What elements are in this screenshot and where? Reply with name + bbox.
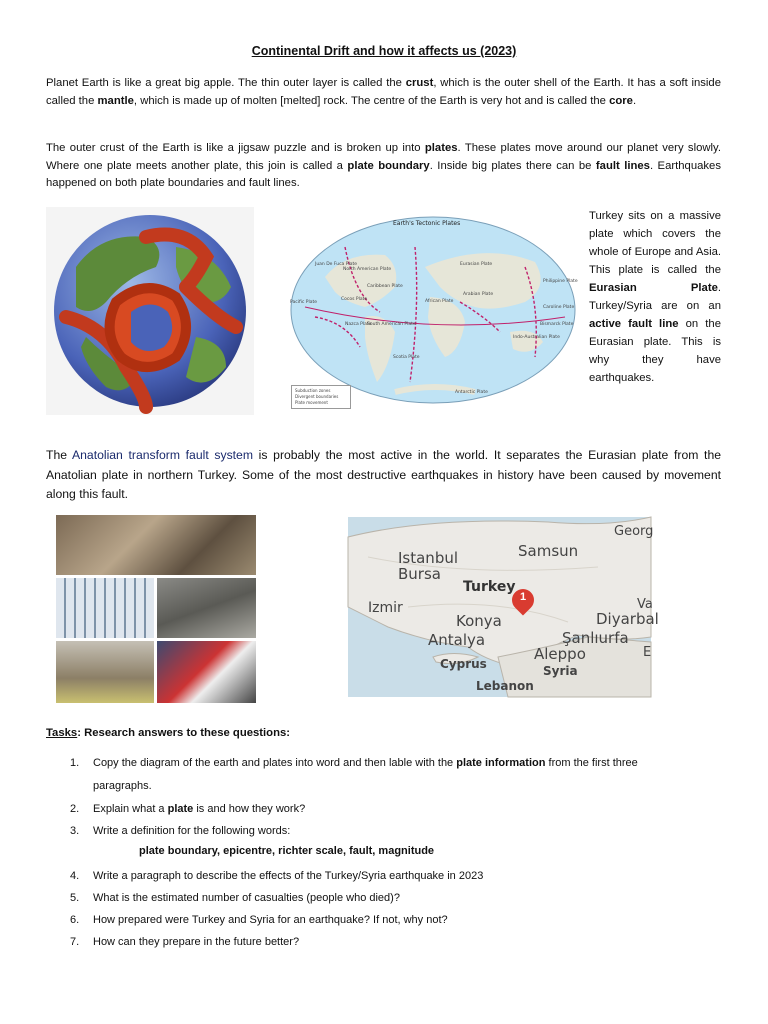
task-number: 1. [70,757,80,769]
label-antarctic: Antarctic Plate [455,390,488,395]
label-e: E [643,645,652,660]
label-caribbean: Caribbean Plate [367,284,403,289]
label-juan-de-fuca: Juan De Fuca Plate [315,262,357,267]
label-diyarbakir: Diyarbal [596,610,659,628]
task-text: paragraphs. [93,780,152,792]
side-text-a: Turkey sits on a massive plate which covers the whole of Europe and Asia. This plate is called the [589,210,721,276]
label-philippine: Philippine Plate [543,279,578,284]
tasks-heading-label: Tasks [46,727,78,739]
side-text-e: on the Eurasian plate. This is why they have earthquakes. [589,318,721,384]
label-nazca: Nazca Plate [345,322,372,327]
task-text: What is the estimated number of casualties (people who died)? [93,892,400,904]
task-number: 4. [70,870,80,882]
paragraph-anatolian [46,446,721,505]
side-text-c: . Turkey/Syria are on an [589,282,721,312]
label-aleppo: Aleppo [534,645,586,663]
tectonic-plates-map [285,207,581,409]
paragraph-crust [46,75,721,110]
label-sanliurfa: Şanlıurfa [562,629,629,647]
p1-text-e: , which is made up of molten [melted] rock. The centre of the Earth is very hot and is called the [133,94,610,107]
paragraph-plates [46,140,721,193]
task-1 [70,752,720,775]
label-bursa: Bursa [398,565,441,583]
legend-subduction: Subduction zones [295,388,331,393]
task-number: 3. [70,825,80,837]
term-plate-boundary: plate boundary [347,159,430,172]
document-title: Continental Drift and how it affects us (2023) [251,44,517,58]
task-text: Copy the diagram of the earth and plates into word and then lable with the [93,757,457,769]
label-bismarck: Bismarck Plate [540,322,574,327]
p2-text-g: . Earthquakes happened on both plate boundaries and fault lines. [46,159,721,189]
turkey-map [348,517,659,697]
task-text: How can they prepare in the future better? [93,936,300,948]
task-4 [70,865,720,888]
label-pacific: Pacific Plate [290,300,317,305]
label-cyprus: Cyprus [440,657,487,671]
label-van: Va [637,597,653,612]
label-syria: Syria [543,664,578,678]
task-text: Write a paragraph to describe the effects of the Turkey/Syria earthquake in 2023 [93,870,484,882]
task-5 [70,887,720,910]
label-antalya: Antalya [428,631,486,649]
earthquake-photo-collage [56,515,256,703]
definition-words: plate boundary, epicentre, richter scale, fault, magnitude [139,845,435,857]
task-number: 7. [70,936,80,948]
label-izmir: Izmir [368,600,403,616]
task-bold: plate information [456,757,546,769]
term-anatolian-fault: Anatolian transform fault system [72,448,253,462]
label-lebanon: Lebanon [476,679,534,693]
p3-text-a: The [46,448,73,462]
task-text-end: is and how they work? [193,803,306,815]
legend-divergent: Divergent boundaries [295,394,339,399]
label-south-american: South American Plate [367,322,416,327]
task-text-end: from the first three [545,757,638,769]
term-mantle: mantle [97,94,134,107]
p1-text-g: . [632,94,637,107]
task-text: How prepared were Turkey and Syria for an earthquake? If not, why not? [93,914,448,926]
term-active-fault-line: active fault line [589,318,679,330]
rubble-photo [157,578,256,638]
rescue-workers-photo [56,641,154,703]
task-6 [70,909,720,932]
p2-text-a: The outer crust of the Earth is like a jigsaw puzzle and is broken up into [46,142,425,154]
label-eurasian: Eurasian Plate [460,262,493,267]
p2-text-c: . These plates move around our planet very slowly. Where one plate meets another plate, this join is called a [46,142,721,172]
label-caroline: Caroline Plate [543,305,575,310]
label-cocos: Cocos Plate [341,297,368,302]
task-bold: plate [167,803,194,815]
label-konya: Konya [456,612,502,630]
task-2 [70,798,720,821]
legend-movement: Plate movement [295,400,328,405]
term-fault-lines: fault lines [595,159,650,172]
label-samsun: Samsun [518,542,579,560]
task-3 [70,820,720,843]
plates-map-title: Earth's Tectonic Plates [393,220,461,227]
rescue-team-photo [157,641,256,703]
task-number: 5. [70,892,80,904]
label-indo-australian: Indo-Australian Plate [513,335,560,340]
label-north-american: North American Plate [343,267,392,272]
task-7 [70,931,720,954]
earth-layers-image [46,207,254,415]
p2-text-e: . Inside big plates there can be [429,159,596,172]
task-1-continued [70,775,720,798]
task-number: 6. [70,914,80,926]
term-crust: crust [405,77,434,89]
epicentre-pin-number: 1 [519,591,527,603]
task-text: Explain what a [93,803,168,815]
collapsed-buildings-photo [56,515,256,575]
term-eurasian-plate: Eurasian Plate [589,282,718,294]
p1-text-c: , which is the outer shell of the Earth. It has a soft inside called the [46,77,721,107]
task-number: 2. [70,803,80,815]
label-african: African Plate [425,299,454,304]
label-istanbul: Istanbul [398,549,459,567]
label-georgia: Georg [614,524,654,539]
label-arabian: Arabian Plate [463,292,494,297]
term-plates: plates [424,142,458,154]
p3-text-c: is probably the most active in the world. It separates the Eurasian plate from the Anatolian plate in northern Turkey. Some of the most destructive earthquakes in history have been caused by movement along this fault. [46,448,721,501]
term-core: core [609,94,633,107]
task-text: Write a definition for the following words: [93,825,291,837]
tent-camp-photo [56,578,154,638]
tasks-heading [46,727,290,739]
label-turkey: Turkey [463,579,516,595]
sidebar-turkey-text [589,207,721,387]
plates-map-legend [291,385,351,409]
p1-text-a: Planet Earth is like a great big apple. The thin outer layer is called the [46,77,406,89]
tasks-heading-text: : Research answers to these questions: [77,727,291,739]
label-scotia: Scotia Plate [393,355,420,360]
